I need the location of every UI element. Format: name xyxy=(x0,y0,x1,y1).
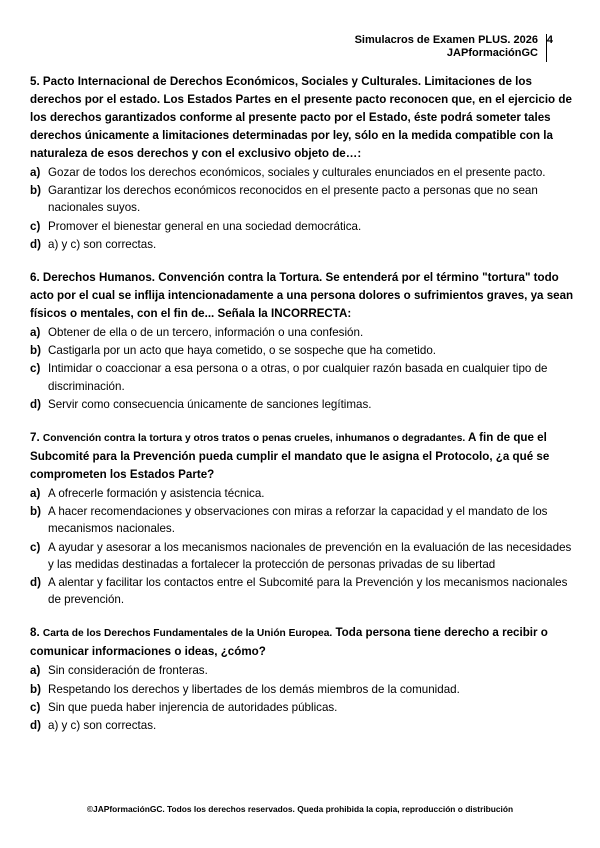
option-letter: a) xyxy=(30,166,41,179)
question-statement: Los Estados Partes en el presente pacto reconocen que, en el ejercicio de los derechos garantizados conforme al presente pacto por el Estado, éste podrá someter tales derechos únicamente a limitaciones determinadas por ley, sólo en la medida compatible con la naturaleza de esos derechos y con el exclusivo objeto de…: xyxy=(30,93,572,160)
question-text xyxy=(30,73,576,163)
option-letter: c) xyxy=(30,540,41,554)
option-d xyxy=(30,574,576,608)
questions-list xyxy=(30,73,576,750)
option-d xyxy=(30,396,576,413)
option-text: Obtener de ella o de un tercero, información o una confesión. xyxy=(48,326,364,340)
question-statement: Toda persona tiene derecho a recibir o comunicar informaciones o ideas, ¿cómo? xyxy=(30,626,548,659)
question-statement: A fin de que el Subcomité para la Prevención pueda cumplir el mandato que le asigna el Protocolo, ¿a qué se comprometen los Estados Parte? xyxy=(30,431,550,482)
question-text xyxy=(30,624,576,661)
option-a xyxy=(30,324,576,341)
option-letter: c) xyxy=(30,700,41,714)
option-letter: d) xyxy=(30,237,41,251)
option-text: Servir como consecuencia únicamente de sanciones legítimas. xyxy=(48,397,372,411)
option-b xyxy=(30,503,576,537)
option-text: A ayudar y asesorar a los mecanismos nacionales de prevención en la evaluación de las necesidades y las medidas destinadas a fortalecer la protección de personas privadas de su libertad xyxy=(48,540,572,571)
option-b xyxy=(30,342,576,359)
page-footer: ©JAPformaciónGC. Todos los derechos reservados. Queda prohibida la copia, reproducción o distribución xyxy=(86,804,514,814)
option-text: a) y c) son correctas. xyxy=(48,237,157,251)
option-a xyxy=(30,662,576,679)
option-c xyxy=(30,539,576,573)
question-number: 8. xyxy=(30,626,40,640)
option-letter: c) xyxy=(30,219,41,233)
option-d xyxy=(30,717,576,734)
option-text: Gozar de todos los derechos económicos, sociales y culturales enunciados en el presente pacto. xyxy=(48,166,546,179)
option-text: Promover el bienestar general en una sociedad democrática. xyxy=(48,219,362,233)
option-text: A alentar y facilitar los contactos entre el Subcomité para la Prevención y los mecanismos nacionales de prevención. xyxy=(48,576,568,607)
question-text xyxy=(30,429,576,484)
option-letter: b) xyxy=(30,344,41,358)
question-topic: Pacto Internacional de Derechos Económicos, Sociales y Culturales. Limitaciones de los derechos por el estado. xyxy=(30,75,532,106)
question-7 xyxy=(30,429,576,608)
option-b xyxy=(30,681,576,698)
option-letter: d) xyxy=(30,576,41,590)
option-a xyxy=(30,485,576,502)
option-c xyxy=(30,218,576,235)
question-8 xyxy=(30,624,576,734)
question-6 xyxy=(30,269,576,413)
question-number: 7. xyxy=(30,431,40,445)
header-brand: JAPformaciónGC xyxy=(446,47,538,59)
option-text: a) y c) son correctas. xyxy=(48,719,157,733)
option-letter: b) xyxy=(30,184,41,198)
question-text xyxy=(30,269,576,323)
option-letter: a) xyxy=(30,664,41,678)
page-number: 4 xyxy=(546,34,553,46)
header-title: Simulacros de Examen PLUS. 2026 xyxy=(354,34,538,46)
option-text: Castigarla por un acto que haya cometido, o se sospeche que ha cometido. xyxy=(48,344,436,358)
option-text: A hacer recomendaciones y observaciones con miras a reforzar la capacidad y el mandato de los mecanismos nacionales. xyxy=(48,505,548,536)
question-number: 6. xyxy=(30,271,40,285)
question-topic: Carta de los Derechos Fundamentales de la Unión Europea. xyxy=(42,628,333,640)
option-letter: a) xyxy=(30,487,41,501)
option-text: Intimidar o coaccionar a esa persona o a otras, o por cualquier razón basada en cualquier tipo de discriminación. xyxy=(48,362,548,393)
option-c xyxy=(30,699,576,716)
option-letter: a) xyxy=(30,326,41,340)
option-letter: d) xyxy=(30,719,41,733)
option-b xyxy=(30,182,576,216)
option-letter: c) xyxy=(30,362,41,376)
option-a xyxy=(30,164,576,181)
option-letter: b) xyxy=(30,682,41,696)
option-text: Garantizar los derechos económicos reconocidos en el presente pacto a personas que no sean nacionales suyos. xyxy=(48,184,538,215)
option-text: Sin consideración de fronteras. xyxy=(48,664,208,678)
option-c xyxy=(30,360,576,394)
question-number: 5. xyxy=(30,75,40,88)
option-text: A ofrecerle formación y asistencia técnica. xyxy=(48,487,265,501)
option-text: Respetando los derechos y libertades de los demás miembros de la comunidad. xyxy=(48,682,460,696)
option-d xyxy=(30,236,576,253)
question-5 xyxy=(30,73,576,253)
question-topic: Convención contra la tortura y otros tratos o penas crueles, inhumanos o degradantes. xyxy=(42,433,466,445)
option-letter: d) xyxy=(30,397,41,411)
question-statement: Se entenderá por el término "tortura" todo acto por el cual se inflija intencionadamente a una persona dolores o sufrimientos graves, ya sean físicos o mentales, con el fin de... Señala la INCORRECTA: xyxy=(30,271,574,321)
option-letter: b) xyxy=(30,505,41,519)
question-topic: Derechos Humanos. Convención contra la Tortura. xyxy=(42,271,323,285)
option-text: Sin que pueda haber injerencia de autoridades públicas. xyxy=(48,700,338,714)
page-header xyxy=(355,34,538,60)
